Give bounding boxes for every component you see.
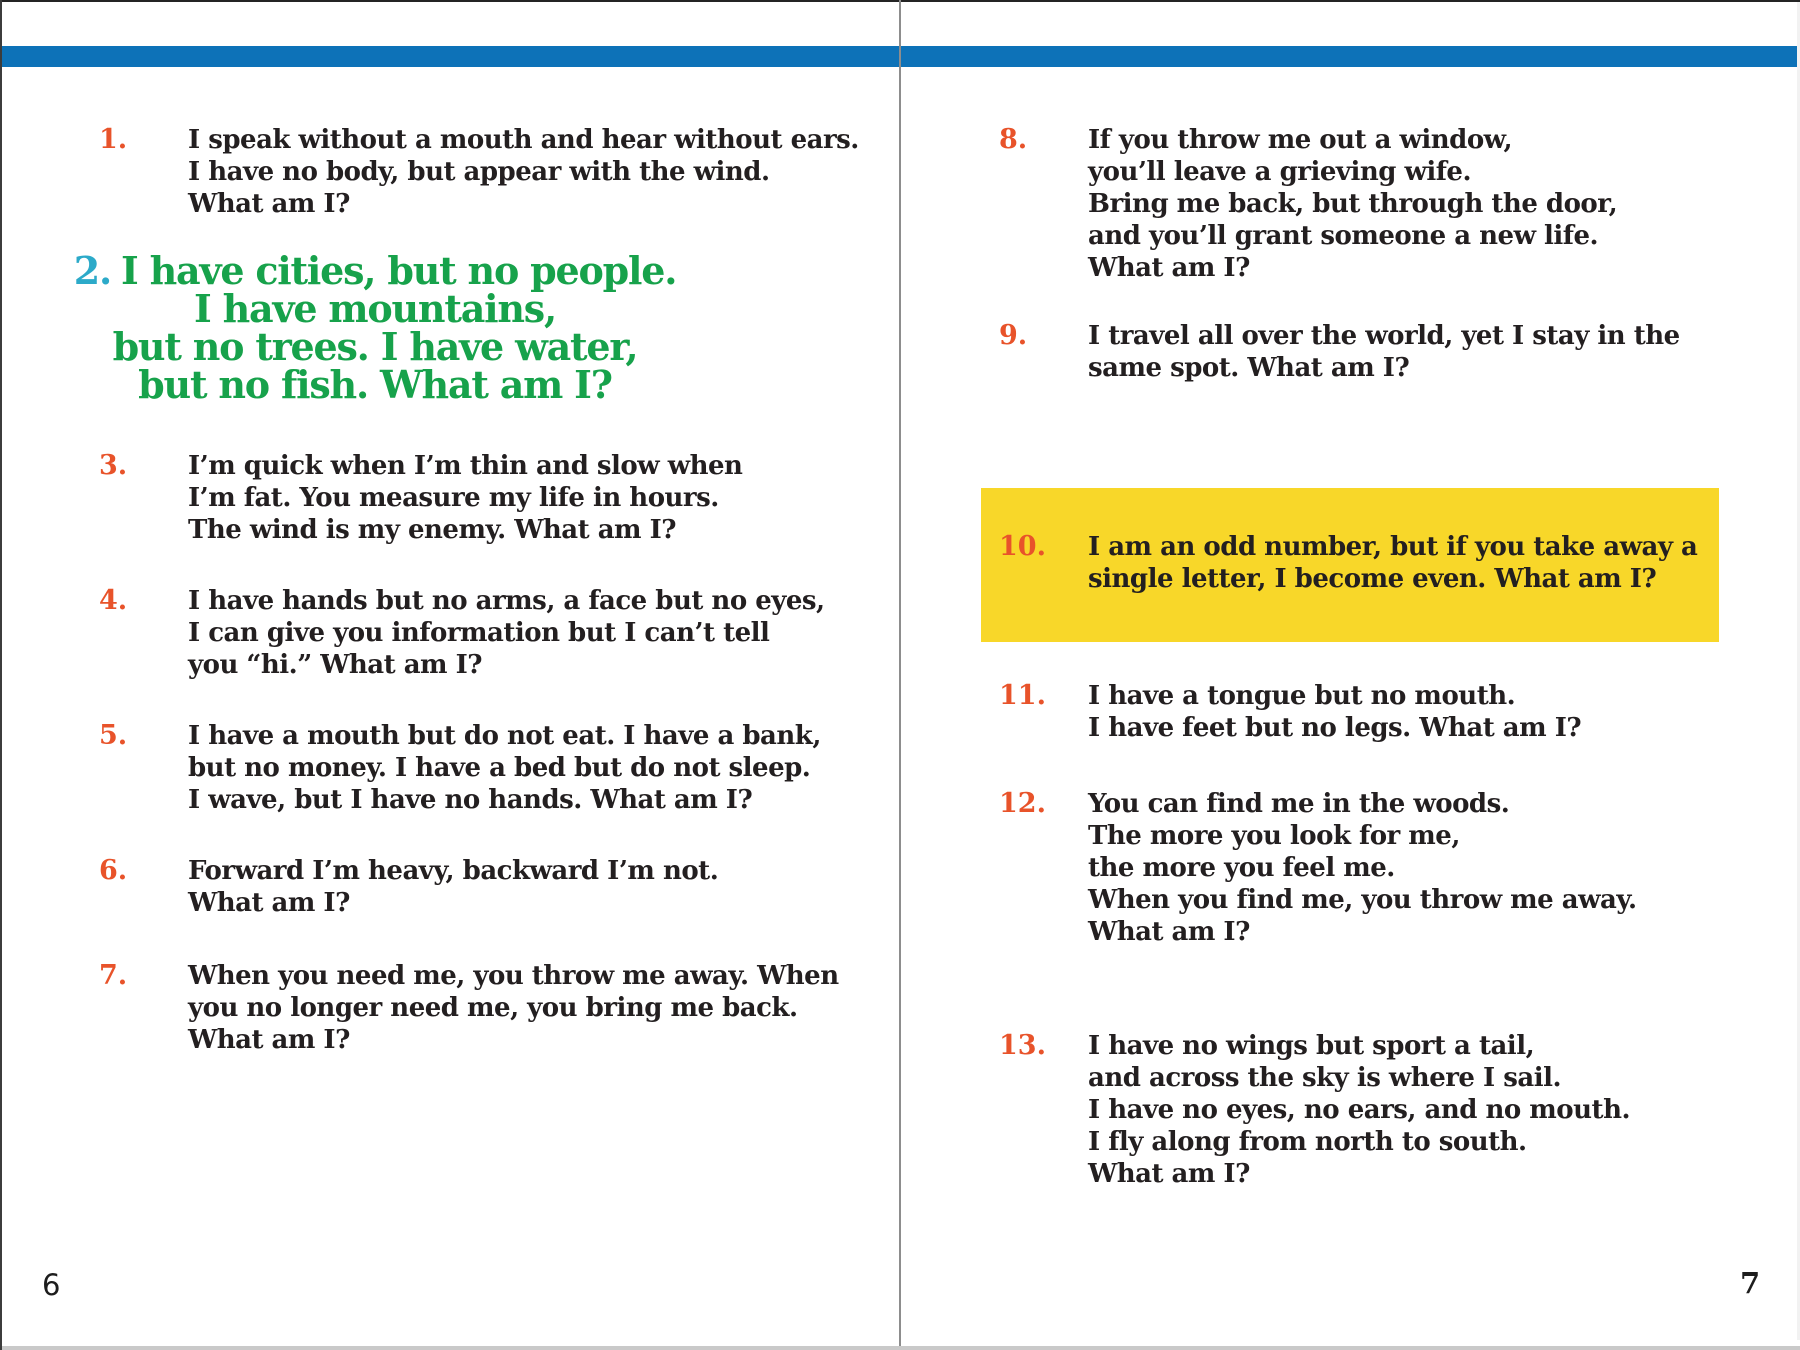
page-number-left: 6 [42,1268,61,1302]
riddle-9-text [1088,320,1680,384]
riddle-line: you no longer need me, you bring me back. [188,993,798,1023]
riddle-3-text [188,450,742,546]
riddle-10-text [1088,531,1697,595]
riddle-line: I have cities, but no people. [121,248,677,293]
riddle-1-number: 1. [99,124,128,155]
riddle-12-number: 12. [999,788,1046,819]
riddle-11-number: 11. [999,680,1046,711]
riddle-7-number: 7. [99,960,128,991]
riddle-line: I have a tongue but no mouth. [1088,681,1516,711]
bottom-edge-strip [0,1346,1800,1350]
riddle-8 [999,124,1617,284]
riddle-4-text [188,585,825,681]
riddle-4 [99,585,825,681]
riddle-line: and across the sky is where I sail. [1088,1063,1562,1093]
riddle-line: I travel all over the world, yet I stay in the [1088,321,1680,351]
riddle-10 [999,531,1697,595]
riddle-2-line [30,248,720,293]
riddle-line: I have mountains, [193,286,556,331]
riddle-line: I’m fat. You measure my life in hours. [188,483,719,513]
page-number-right: 7 [1740,1266,1761,1300]
riddle-4-number: 4. [99,585,128,616]
riddle-line: Forward I’m heavy, backward I’m not. [188,856,719,886]
riddle-line: What am I? [188,1025,350,1055]
riddle-7 [99,960,839,1056]
riddle-line: I have no eyes, no ears, and no mouth. [1088,1095,1631,1125]
riddle-6-text [188,855,718,919]
riddle-11 [999,680,1581,744]
riddle-line: I can give you information but I can’t tell [188,618,770,648]
riddle-line: What am I? [188,189,350,219]
riddle-8-text [1088,124,1617,284]
riddle-3 [99,450,742,546]
riddle-line: I have no body, but appear with the wind. [188,157,770,187]
right-page [900,0,1800,1350]
riddle-line: the more you feel me. [1088,853,1395,883]
riddle-line: Bring me back, but through the door, [1088,189,1618,219]
riddle-12 [999,788,1637,948]
riddle-1 [99,124,859,220]
riddle-2-number: 2. [73,248,112,293]
riddle-9 [999,320,1680,384]
riddle-6 [99,855,718,919]
riddle-line: What am I? [1088,253,1250,283]
riddle-line: When you find me, you throw me away. [1088,885,1637,915]
riddle-10-number: 10. [999,531,1046,562]
riddle-12-text [1088,788,1637,948]
riddle-line: What am I? [188,888,350,918]
riddle-line: I have feet but no legs. What am I? [1088,713,1582,743]
riddle-line: I have a mouth but do not eat. I have a bank, [188,721,821,751]
riddle-line: you “hi.” What am I? [188,650,483,680]
riddle-line: I’m quick when I’m thin and slow when [188,451,743,481]
riddle-13 [999,1030,1630,1190]
left-border-line [0,0,2,1350]
riddle-line: single letter, I become even. What am I? [1088,564,1657,594]
riddle-5-text [188,720,821,816]
riddle-1-text [188,124,859,220]
riddle-line: and you’ll grant someone a new life. [1088,221,1599,251]
riddle-11-text [1088,680,1581,744]
riddle-line: I have hands but no arms, a face but no eyes, [188,586,825,616]
riddle-line: The more you look for me, [1088,821,1460,851]
riddle-line: You can find me in the woods. [1088,789,1510,819]
riddle-line: I wave, but I have no hands. What am I? [188,785,753,815]
riddle-line: same spot. What am I? [1088,353,1410,383]
riddle-5 [99,720,821,816]
riddle-line: What am I? [1088,917,1250,947]
riddle-line: I speak without a mouth and hear without ears. [188,125,859,155]
riddle-line: but no trees. I have water, [112,324,638,369]
riddle-7-text [188,960,839,1056]
riddle-line: What am I? [1088,1159,1250,1189]
riddle-3-number: 3. [99,450,128,481]
riddle-line: If you throw me out a window, [1088,125,1512,155]
riddle-13-number: 13. [999,1030,1046,1061]
riddle-6-number: 6. [99,855,128,886]
riddle-line: I have no wings but sport a tail, [1088,1031,1535,1061]
riddle-line: I am an odd number, but if you take away a [1088,532,1698,562]
riddle-line: but no fish. What am I? [138,362,612,407]
riddle-line: you’ll leave a grieving wife. [1088,157,1472,187]
riddle-line: but no money. I have a bed but do not sleep. [188,753,811,783]
riddle-2-feature [30,248,720,407]
riddle-line: The wind is my enemy. What am I? [188,515,677,545]
riddle-13-text [1088,1030,1630,1190]
riddle-8-number: 8. [999,124,1028,155]
riddle-9-number: 9. [999,320,1028,351]
riddle-line: When you need me, you throw me away. When [188,961,839,991]
riddle-line: I fly along from north to south. [1088,1127,1527,1157]
riddle-5-number: 5. [99,720,128,751]
